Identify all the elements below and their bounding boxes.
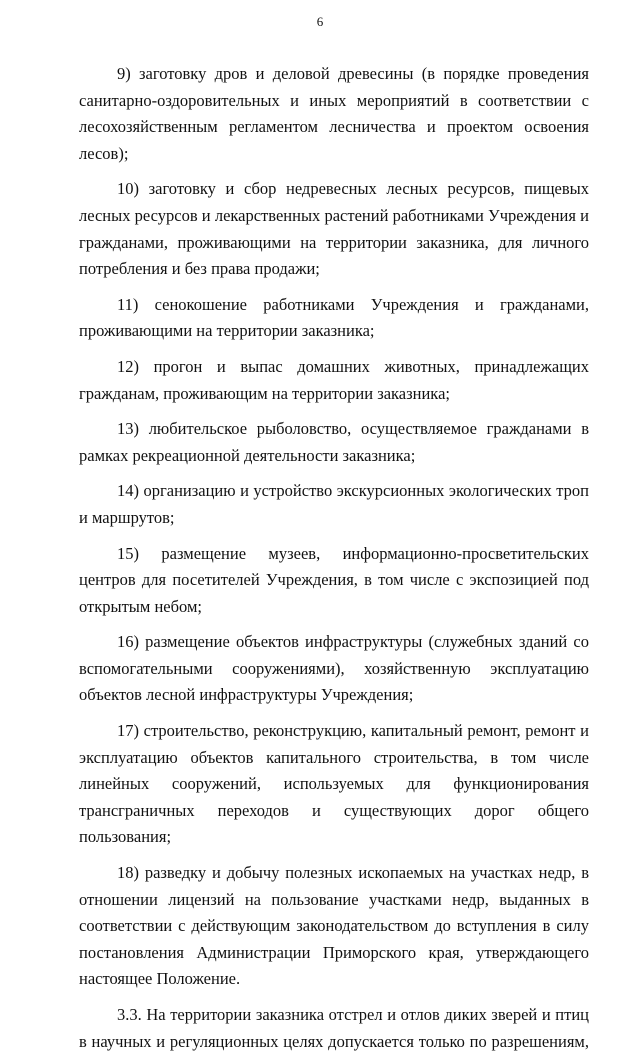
- list-item-10: 10) заготовку и сбор недревесных лесных ресурсов, пищевых лесных ресурсов и лекарственных растений работниками Учреждения и гражданами, проживающими на территории заказника, для личного потребления и без права продажи;: [79, 179, 589, 279]
- list-item-16: 16) размещение объектов инфраструктуры (служебных зданий со вспомогательными сооружениями), хозяйственную эксплуатацию объектов лесной инфраструктуры Учреждения;: [79, 632, 589, 705]
- list-item-15: 15) размещение музеев, информационно-просветительских центров для посетителей Учреждения, в том числе с экспозицией под открытым небом;: [79, 543, 589, 616]
- list-item-11: 11) сенокошение работниками Учреждения и гражданами, проживающими на территории заказника;: [79, 294, 589, 341]
- list-item-13: 13) любительское рыболовство, осуществляемое гражданами в рамках рекреационной деятельности заказника;: [79, 419, 589, 465]
- list-item-18: 18) разведку и добычу полезных ископаемых на участках недр, в отношении лицензий на пользование участками недр, выданных в соответствии с действующим законодательством до вступления в силу постановления Администрации Приморского края, утверждающего настоящее Положение.: [79, 863, 589, 989]
- list-item-12: 12) прогон и выпас домашних животных, принадлежащих гражданам, проживающим на территории заказника;: [79, 356, 589, 403]
- list-item-14: 14) организацию и устройство экскурсионных экологических троп и маршрутов;: [79, 481, 589, 527]
- page-number: 6: [316, 14, 324, 29]
- list-item-9: 9) заготовку дров и деловой древесины (в порядке проведения санитарно-оздоровительных и иных мероприятий в соответствии с лесохозяйственным регламентом лесничества и проектом освоения лесов);: [79, 64, 589, 163]
- section-3-3-paragraph: 3.3. На территории заказника отстрел и отлов диких зверей и птиц в научных и регуляционных целях допускается только по разрешениям,: [79, 1005, 589, 1051]
- list-item-17: 17) строительство, реконструкцию, капитальный ремонт, ремонт и эксплуатацию объектов капитального строительства, в том числе линейных сооружений, используемых для функционирования трансграничных переходов и существующих дорог общего пользования;: [79, 721, 589, 847]
- document-body: [79, 61, 589, 1064]
